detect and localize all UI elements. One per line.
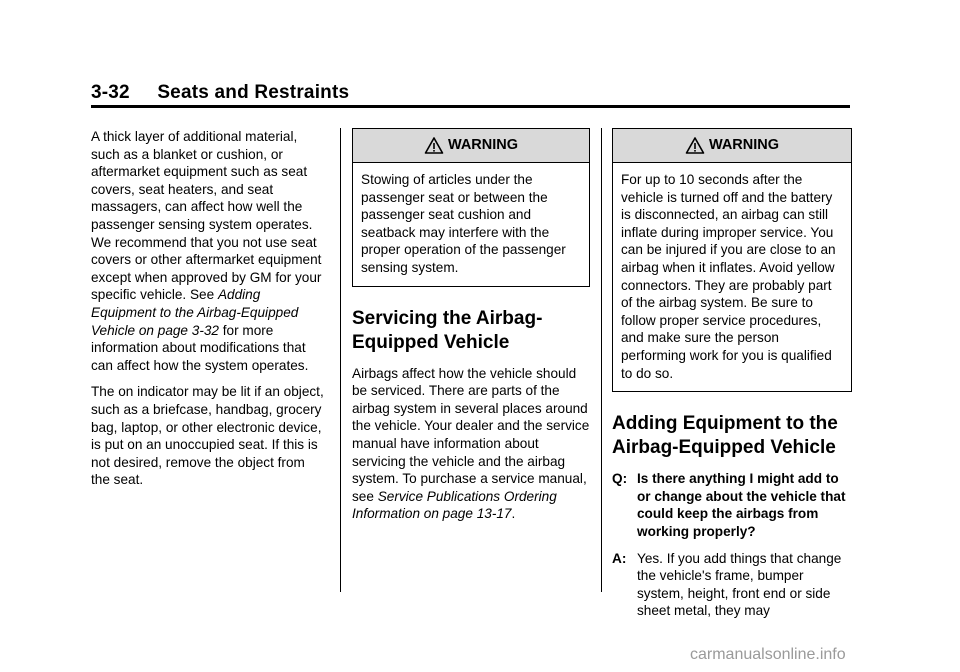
column-divider-2 <box>601 128 602 592</box>
column-1 <box>91 128 327 498</box>
warning-box <box>612 128 852 392</box>
warning-text: Stowing of articles under the passenger seat or between the passenger seat cushion and seatback may interfere with the proper operation of the passenger sensing system. <box>361 172 566 275</box>
watermark: carmanualsonline.info <box>690 646 846 663</box>
section-heading: Servicing the Airbag-Equipped Vehicle <box>352 307 543 353</box>
warning-header <box>613 129 851 163</box>
column-3 <box>612 128 852 629</box>
paragraph-text: A thick layer of additional material, such as a blanket or cushion, or aftermarket equipment such as seat covers, seat heaters, and seat massagers, can affect how well the passenger sensing system operates. We recommend that you not use seat covers or other aftermarket equipment except when approved by GM for your specific vehicle. See <box>91 129 322 303</box>
column-divider-1 <box>340 128 341 592</box>
warning-text: For up to 10 seconds after the vehicle is turned off and the battery is disconnected, an airbag can still inflate during improper service. You can be injured if you are close to an airbag when it inflates. Avoid yellow connectors. They are probably part of the airbag system. Be sure to follow proper service procedures, and make sure the person performing work for you is qualified to do so. <box>621 172 836 381</box>
warning-label: WARNING <box>447 136 519 153</box>
answer-item <box>612 550 852 620</box>
warning-box <box>352 128 590 287</box>
question-item <box>612 470 852 540</box>
warning-triangle-icon <box>424 136 444 156</box>
paragraph <box>91 128 327 374</box>
column-2 <box>352 128 590 532</box>
header-rule <box>91 105 850 108</box>
cross-reference-link[interactable]: Adding Equipment to the Airbag-Equipped Vehicle on page 3-32 <box>91 287 299 338</box>
paragraph-text: . <box>511 506 516 522</box>
paragraph-text: for more information about modifications that can affect how the system operates. <box>91 322 309 373</box>
paragraph: The on indicator may be lit if an object, such as a briefcase, handbag, grocery bag, laptop, or other electronic device, is put on an unoccupied seat. If this is not desired, remove the object from the seat. <box>91 384 324 488</box>
answer-label: A: <box>612 550 627 566</box>
warning-triangle-icon <box>685 136 705 156</box>
page-header <box>91 82 349 104</box>
paragraph <box>352 365 590 523</box>
question-label: Q: <box>612 471 628 487</box>
cross-reference-link[interactable]: Service Publications Ordering Information on page 13-17 <box>352 488 557 522</box>
page-number: 3-32 <box>91 82 130 103</box>
warning-label: WARNING <box>708 136 780 153</box>
section-heading: Adding Equipment to the Airbag-Equipped Vehicle <box>612 413 838 459</box>
warning-header <box>353 129 589 163</box>
question-text: Is there anything I might add to or change about the vehicle that could keep the airbags from working properly? <box>637 471 846 539</box>
paragraph-text: Airbags affect how the vehicle should be serviced. There are parts of the airbag system in several places around the vehicle. Your dealer and the service manual have information about servicing the vehicle and the airbag system. To purchase a service manual, see <box>352 365 590 504</box>
answer-text: Yes. If you add things that change the vehicle's frame, bumper system, height, front end or side sheet metal, they may <box>637 550 842 619</box>
section-title: Seats and Restraints <box>157 82 350 103</box>
